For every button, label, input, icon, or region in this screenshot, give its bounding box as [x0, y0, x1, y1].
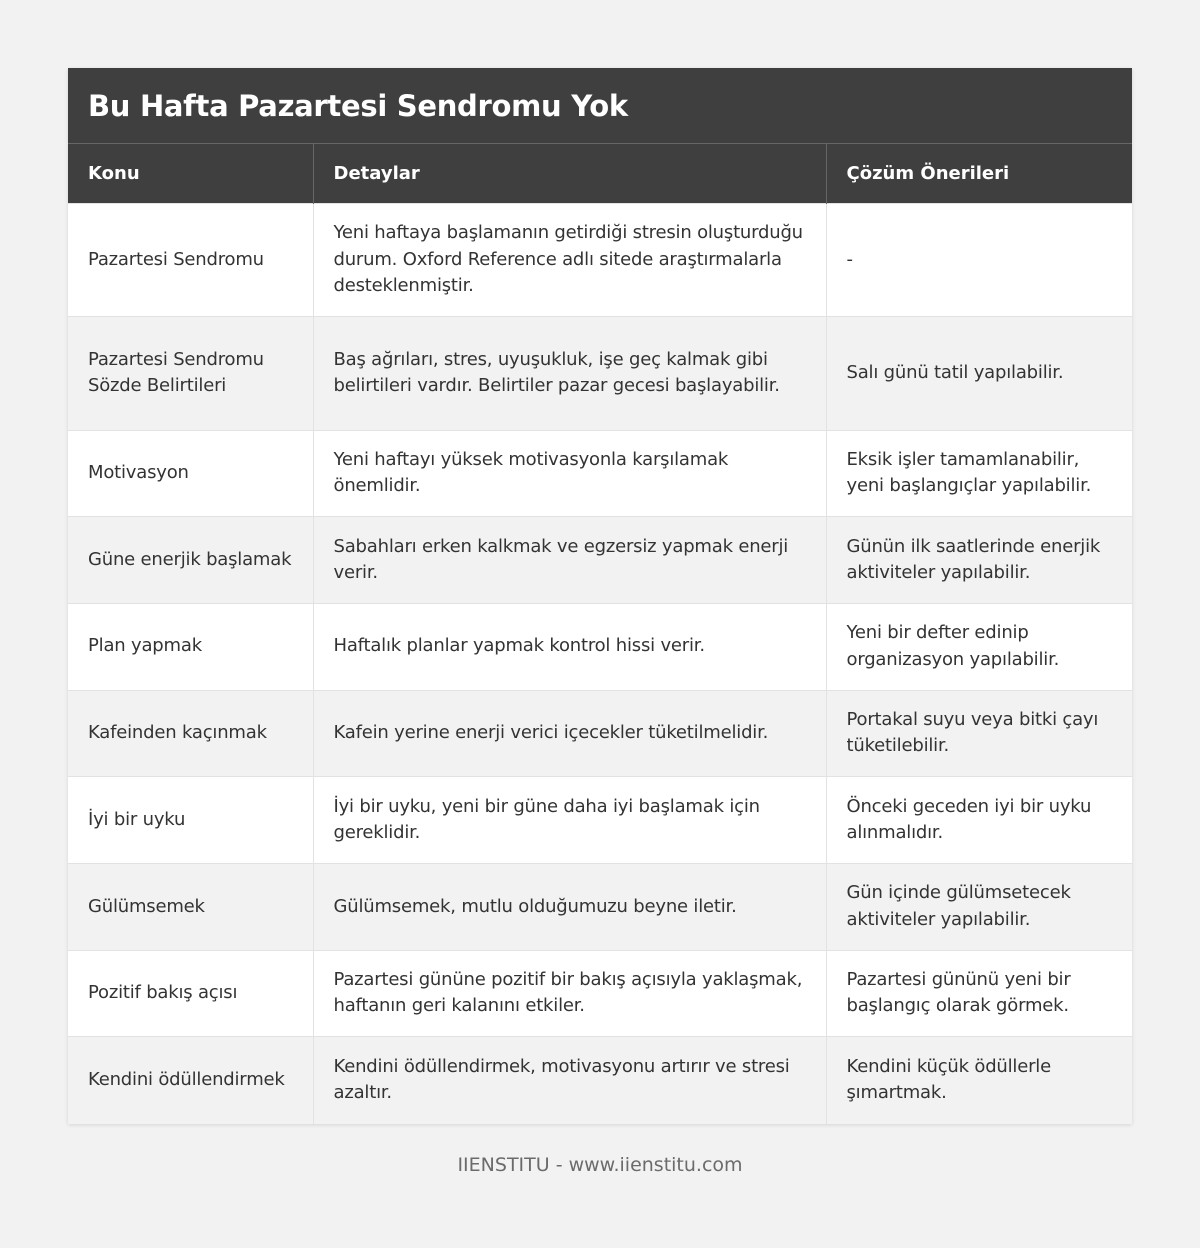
- cell-cozum: Günün ilk saatlerinde enerjik aktiviteler yapılabilir.: [826, 517, 1132, 604]
- cell-detay: Kendini ödüllendirmek, motivasyonu artırır ve stresi azaltır.: [313, 1037, 826, 1124]
- cell-detay: Gülümsemek, mutlu olduğumuzu beyne iletir.: [313, 863, 826, 950]
- cell-konu: Plan yapmak: [68, 603, 313, 690]
- cell-detay: Yeni haftaya başlamanın getirdiği stresin oluşturduğu durum. Oxford Reference adlı sitede araştırmalarla desteklenmiştir.: [313, 203, 826, 317]
- cell-konu: Kafeinden kaçınmak: [68, 690, 313, 777]
- cell-konu: Güne enerjik başlamak: [68, 517, 313, 604]
- cell-cozum: Salı günü tatil yapılabilir.: [826, 317, 1132, 431]
- cell-cozum: Eksik işler tamamlanabilir, yeni başlangıçlar yapılabilir.: [826, 430, 1132, 517]
- cell-detay: Haftalık planlar yapmak kontrol hissi verir.: [313, 603, 826, 690]
- cell-cozum: -: [826, 203, 1132, 317]
- table-row: [68, 603, 1132, 690]
- cell-detay: Yeni haftayı yüksek motivasyonla karşılamak önemlidir.: [313, 430, 826, 517]
- cell-cozum: Kendini küçük ödüllerle şımartmak.: [826, 1037, 1132, 1124]
- table-card: [68, 68, 1132, 1124]
- cell-konu: Motivasyon: [68, 430, 313, 517]
- cell-cozum: Önceki geceden iyi bir uyku alınmalıdır.: [826, 777, 1132, 864]
- cell-detay: Sabahları erken kalkmak ve egzersiz yapmak enerji verir.: [313, 517, 826, 604]
- table-row: [68, 517, 1132, 604]
- cell-detay: Kafein yerine enerji verici içecekler tüketilmelidir.: [313, 690, 826, 777]
- table-row: [68, 430, 1132, 517]
- data-table: [68, 144, 1132, 1124]
- cell-cozum: Pazartesi gününü yeni bir başlangıç olarak görmek.: [826, 950, 1132, 1037]
- cell-detay: Baş ağrıları, stres, uyuşukluk, işe geç kalmak gibi belirtileri vardır. Belirtiler pazar gecesi başlayabilir.: [313, 317, 826, 431]
- cell-detay: Pazartesi gününe pozitif bir bakış açısıyla yaklaşmak, haftanın geri kalanını etkiler.: [313, 950, 826, 1037]
- column-header-konu: Konu: [68, 144, 313, 203]
- table-row: [68, 690, 1132, 777]
- cell-cozum: Portakal suyu veya bitki çayı tüketilebilir.: [826, 690, 1132, 777]
- table-row: [68, 950, 1132, 1037]
- page-title: Bu Hafta Pazartesi Sendromu Yok: [88, 88, 628, 123]
- cell-konu: Kendini ödüllendirmek: [68, 1037, 313, 1124]
- cell-konu: İyi bir uyku: [68, 777, 313, 864]
- table-header-row: [68, 144, 1132, 203]
- table-row: [68, 863, 1132, 950]
- cell-konu: Pazartesi Sendromu Sözde Belirtileri: [68, 317, 313, 431]
- cell-cozum: Yeni bir defter edinip organizasyon yapılabilir.: [826, 603, 1132, 690]
- footer-credit: IIENSTITU - www.iienstitu.com: [457, 1154, 743, 1176]
- cell-konu: Pazartesi Sendromu: [68, 203, 313, 317]
- table-row: [68, 317, 1132, 431]
- table-row: [68, 1037, 1132, 1124]
- cell-konu: Gülümsemek: [68, 863, 313, 950]
- column-header-cozum: Çözüm Önerileri: [826, 144, 1132, 203]
- column-header-detaylar: Detaylar: [313, 144, 826, 203]
- title-bar: [68, 68, 1132, 144]
- cell-detay: İyi bir uyku, yeni bir güne daha iyi başlamak için gereklidir.: [313, 777, 826, 864]
- table-row: [68, 203, 1132, 317]
- cell-konu: Pozitif bakış açısı: [68, 950, 313, 1037]
- cell-cozum: Gün içinde gülümsetecek aktiviteler yapılabilir.: [826, 863, 1132, 950]
- table-row: [68, 777, 1132, 864]
